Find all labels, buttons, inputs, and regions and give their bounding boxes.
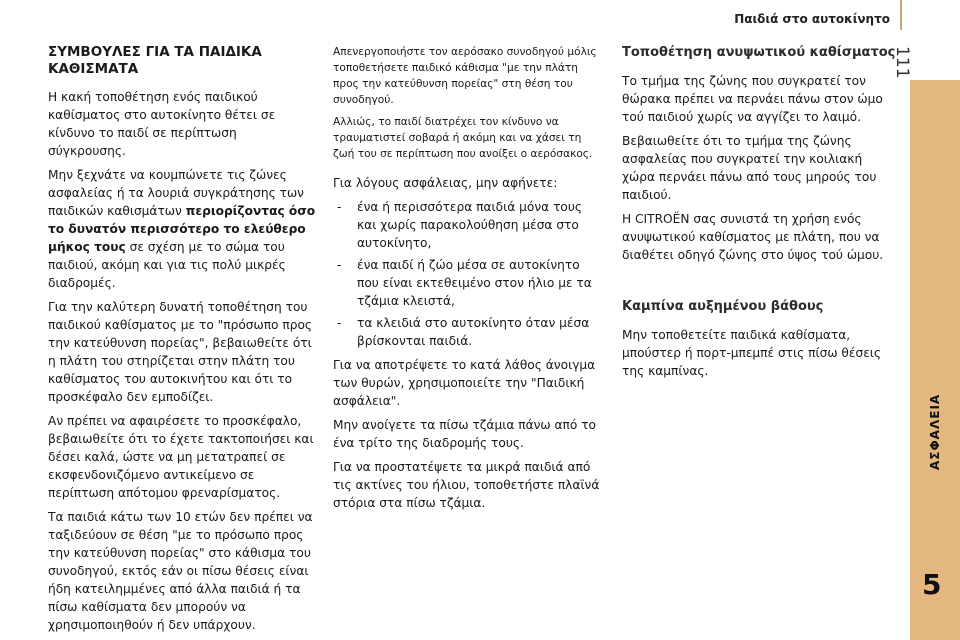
paragraph: Μην ανοίγετε τα πίσω τζάμια πάνω από το ένα τρίτο της διαδρομής τους. — [333, 418, 596, 450]
section-heading: Καμπίνα αυξημένου βάθους — [622, 299, 824, 314]
section-label: ΑΣΦΑΛΕΙΑ — [928, 393, 942, 470]
bullet-dash: - — [337, 258, 342, 272]
paragraph: Η κακή τοποθέτηση ενός παιδικού καθίσματος στο αυτοκίνητο θέτει σε κίνδυνο το παιδί σε περίπτωση σύγκρουσης. — [48, 90, 276, 158]
section-side-tab — [910, 80, 960, 640]
list-item-text: ένα ή περισσότερα παιδιά μόνα τους και χωρίς παρακολούθηση μέσα στο αυτοκίνητο, — [357, 200, 583, 250]
section-heading: Τοποθέτηση ανυψωτικού καθίσματος — [622, 45, 896, 60]
list-item-text: τα κλειδιά στο αυτοκίνητο όταν μέσα βρίσκονται παιδιά. — [357, 316, 590, 348]
bullet-dash: - — [337, 200, 342, 214]
column-left — [48, 44, 316, 640]
paragraph: Μην τοποθετείτε παιδικά καθίσματα, μπούστερ ή πορτ-μπεμπέ στις πίσω θέσεις της καμπίνας. — [622, 328, 882, 378]
paragraph: Αν πρέπει να αφαιρέσετε το προσκέφαλο, βεβαιωθείτε ότι το έχετε τακτοποιήσει και δέσει καλά, ώστε να μη μετατραπεί σε εκσφενδονιζόμενο αντικείμενο σε περίπτωση απότομου φρεναρίσματος. — [48, 414, 314, 500]
text-run: σε σχέση με το σώμα του παιδιού, ακόμη και για τις πολύ μικρές διαδρομές. — [48, 240, 286, 290]
paragraph: Για λόγους ασφάλειας, μην αφήνετε: — [333, 176, 558, 190]
list-item — [333, 198, 605, 252]
warning-text: Απενεργοποιήστε τον αερόσακο συνοδηγού μόλις τοποθετήσετε παιδικό κάθισμα "με την πλάτη προς την κατεύθυνση πορείας" στη θέση του συνοδηγού. — [333, 46, 597, 106]
text-run: Μην ξεχνάτε να κουμπώνετε τις ζώνες ασφαλείας ή τα λουριά συγκράτησης των παιδικών καθισμάτων — [48, 168, 304, 218]
list-item — [333, 314, 605, 350]
warning-text: Αλλιώς, το παιδί διατρέχει τον κίνδυνο να τραυματιστεί σοβαρά ή ακόμη και να χάσει τη ζωή του σε περίπτωση που ανοίξει ο αερόσακος. — [333, 116, 593, 160]
list-item-text: ένα παιδί ή ζώο μέσα σε αυτοκίνητο που είναι εκτεθειμένο στον ήλιο με τα τζάμια κλειστά, — [357, 258, 592, 308]
list-item — [333, 256, 605, 310]
chapter-number: 5 — [922, 568, 942, 601]
page-number: 111 — [892, 46, 912, 79]
emphasis-text: περιορίζοντας όσο το δυνατόν περισσότερο το ελεύθερο μήκος τους — [48, 204, 316, 254]
bullet-dash: - — [337, 316, 342, 330]
paragraph: Βεβαιωθείτε ότι το τμήμα της ζώνης ασφαλείας που συγκρατεί την κοιλιακή χώρα περνάει πάνω από τους μηρούς του παιδιού. — [622, 134, 877, 202]
header-divider — [900, 0, 902, 30]
page-header-title: Παιδιά στο αυτοκίνητο — [734, 12, 890, 26]
paragraph: Για να προστατέψετε τα μικρά παιδιά από τις ακτίνες του ήλιου, τοποθετήστε πλαϊνά στόρια στα πίσω τζάμια. — [333, 460, 600, 510]
paragraph — [48, 166, 316, 292]
paragraph: Για να αποτρέψετε το κατά λάθος άνοιγμα των θυρών, χρησιμοποιείτε την "Παιδική ασφάλεια". — [333, 358, 596, 408]
spacer — [622, 270, 898, 298]
column-middle — [333, 44, 605, 518]
safety-list — [333, 198, 605, 350]
paragraph: Η CITROËN σας συνιστά τη χρήση ενός ανυψωτικού καθίσματος με πλάτη, που να διαθέτει οδηγό ζώνης στο ύψος τού ώμου. — [622, 212, 884, 262]
paragraph: Για την καλύτερη δυνατή τοποθέτηση του παιδικού καθίσματος με το "πρόσωπο προς την κατεύθυνση πορείας", βεβαιωθείτε ότι η πλάτη του στηρίζεται στην πλάτη του καθίσματος του αυτοκινήτου και ότι το προσκέφαλο δεν εμποδίζει. — [48, 300, 313, 404]
column-right — [622, 44, 898, 386]
paragraph: Το τμήμα της ζώνης που συγκρατεί τον θώρακα πρέπει να περνάει πάνω στον ώμο τού παιδιού χωρίς να αγγίζει το λαιμό. — [622, 74, 883, 124]
paragraph: Τα παιδιά κάτω των 10 ετών δεν πρέπει να ταξιδεύουν σε θέση "με το πρόσωπο προς την κατεύθυνση πορείας" στο κάθισμα του συνοδηγού, εκτός εάν οι πίσω θέσεις είναι ήδη κατειλημμένες από άλλα παιδιά ή τα πίσω καθίσματα δεν μπορούν να χρησιμοποιηθούν ή δεν υπάρχουν. — [48, 510, 313, 632]
airbag-warning — [333, 44, 605, 162]
section-heading: ΣΥΜΒΟΥΛΕΣ ΓΙΑ ΤΑ ΠΑΙΔΙΚΑ ΚΑΘΙΣΜΑΤΑ — [48, 44, 262, 77]
